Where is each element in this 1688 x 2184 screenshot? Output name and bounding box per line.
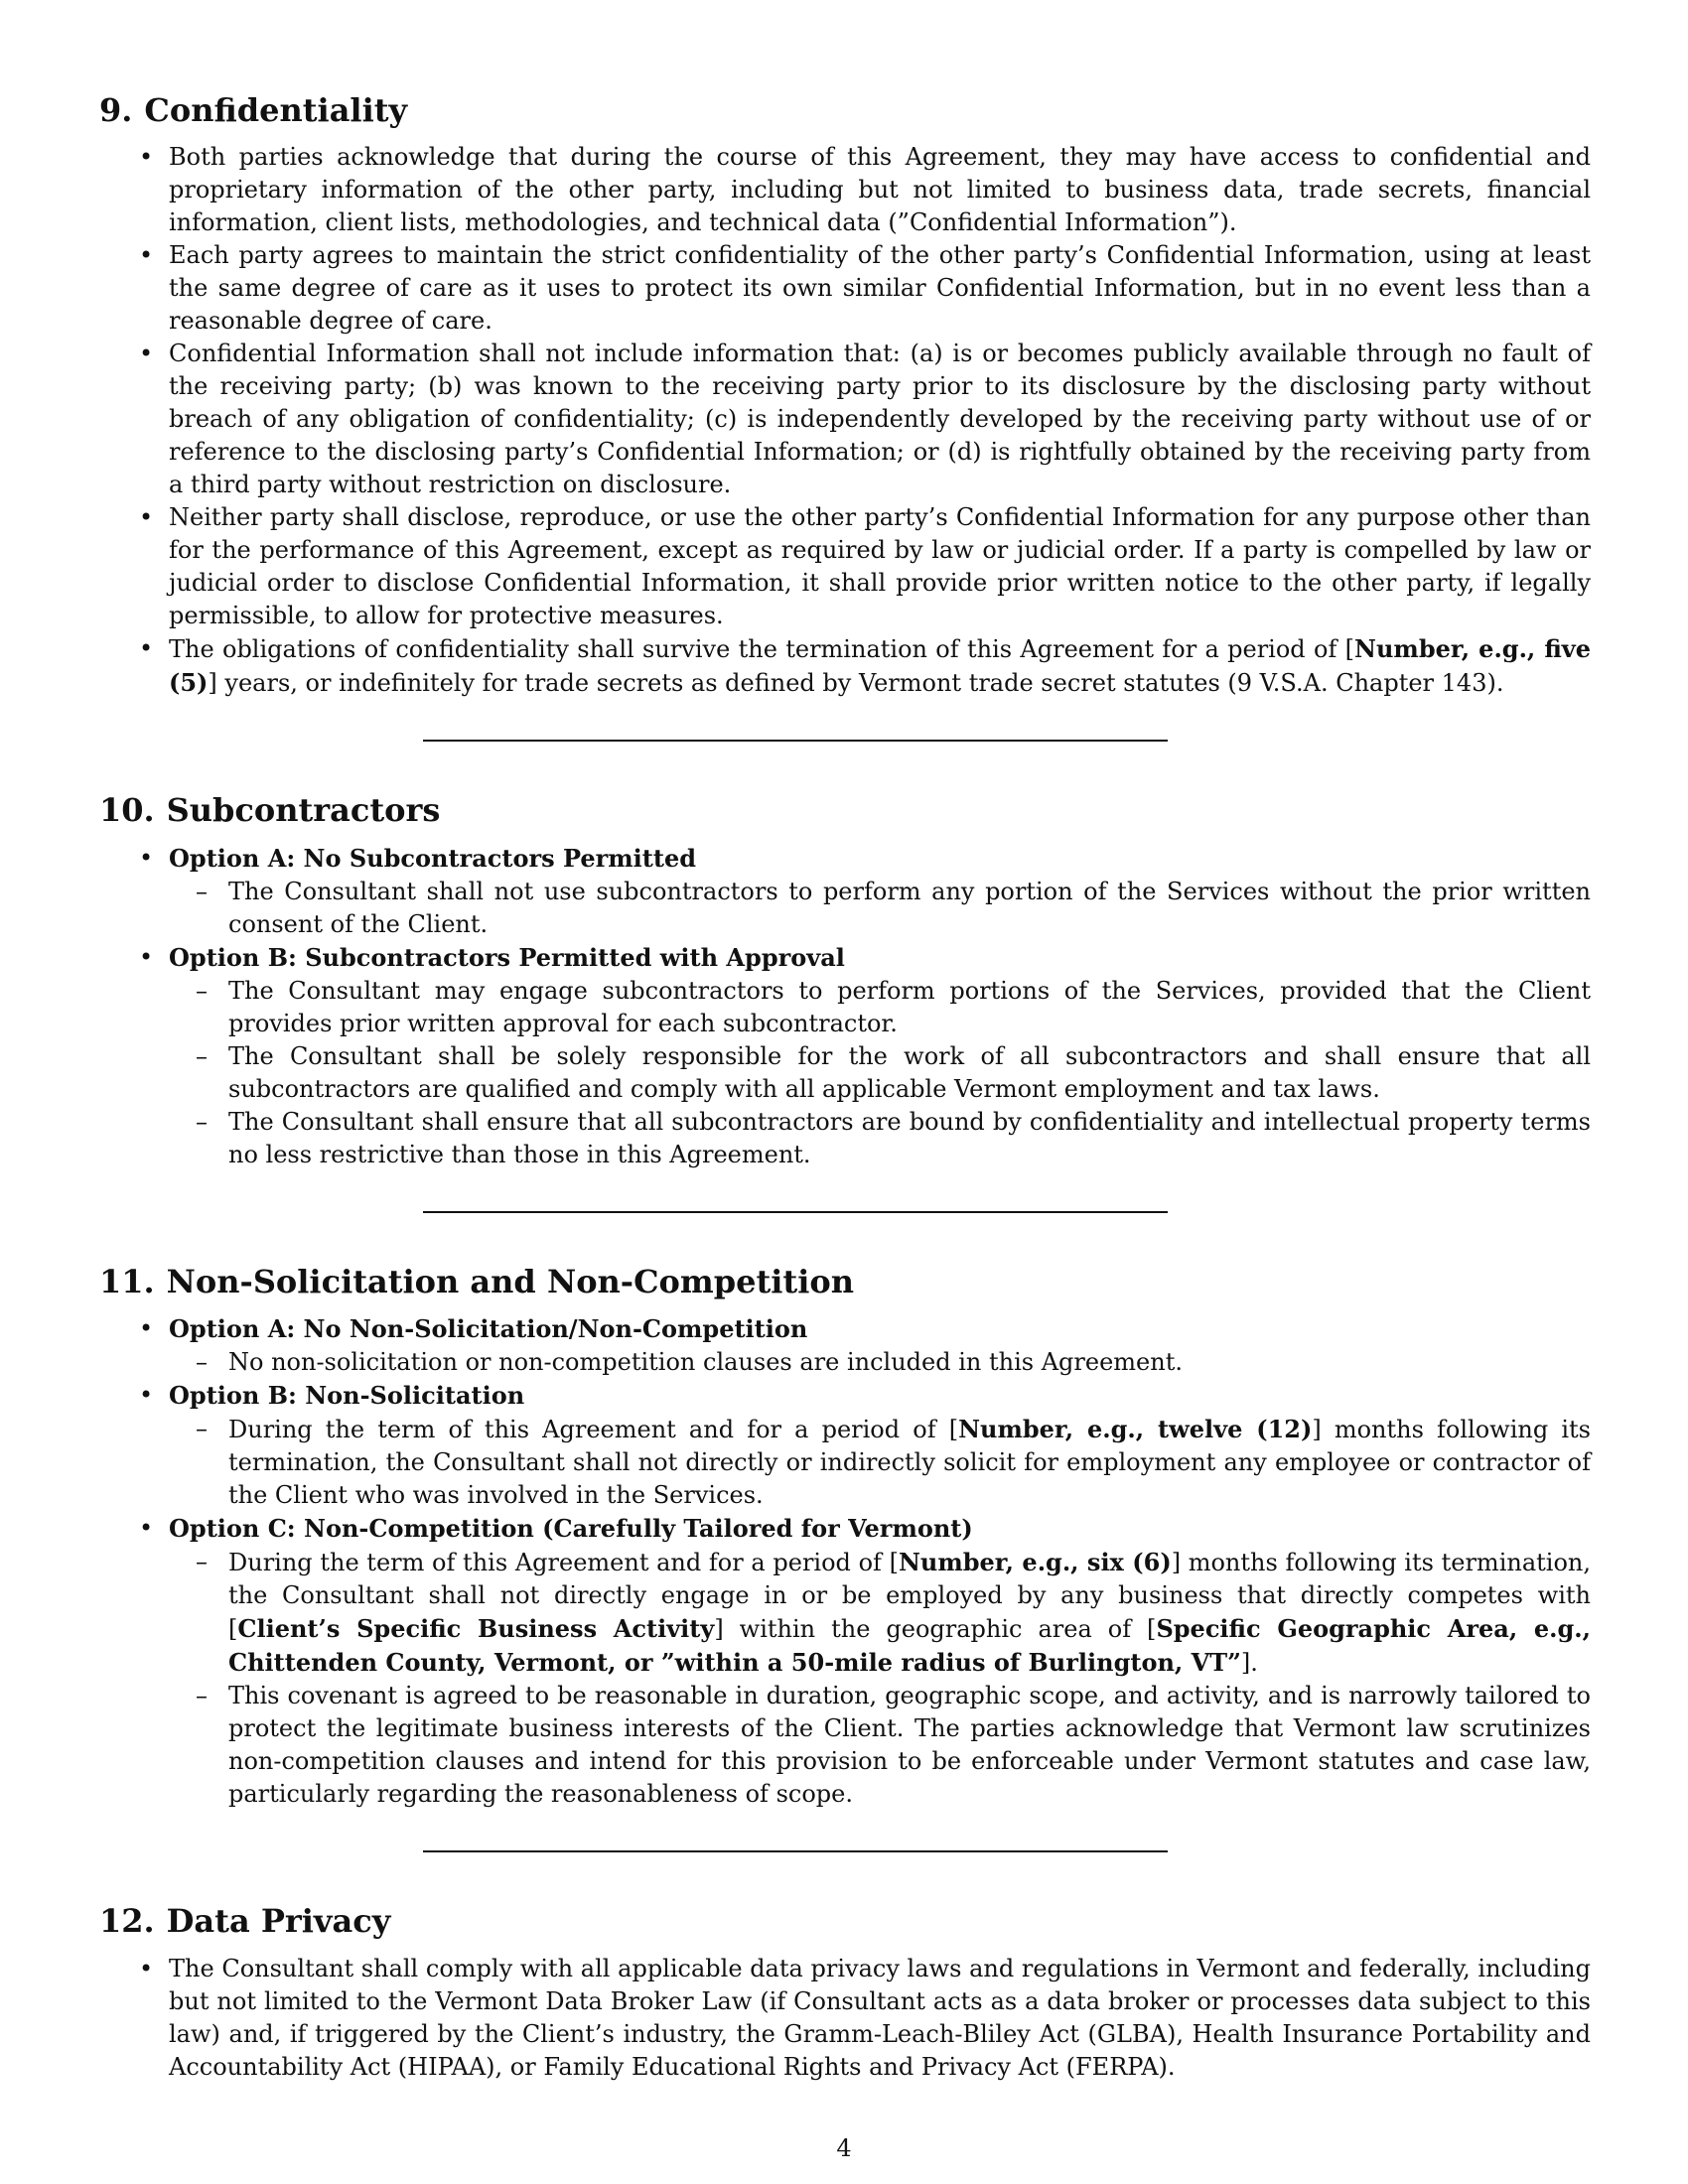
sub-list — [169, 1413, 1591, 1512]
section-number: 10. — [99, 791, 155, 830]
section-non-solicitation — [99, 1263, 1591, 1811]
placeholder-bold: Specific Geographic Area, e.g., Chittenden County, Vermont, or ”within a 50-mile radius of Burlington, VT” — [228, 1614, 1592, 1678]
text-fragment: ] years, or indefinitely for trade secrets as defined by Vermont trade secret statutes (9 V.S.A. Chapter 143). — [208, 669, 1504, 698]
sub-list-item: – The Consultant may engage subcontractors to perform portions of the Services, provided that the Client provides prior written approval for each subcontractor. — [169, 975, 1591, 1040]
section-divider — [423, 1211, 1168, 1213]
option-title: Option B: Non-Solicitation — [169, 1381, 525, 1411]
section-title-text: Subcontractors — [166, 791, 441, 830]
section-title-text: Data Privacy — [166, 1902, 391, 1941]
section-data-privacy — [99, 1902, 1591, 2083]
text-fragment: ] within the geographic area of [ — [714, 1615, 1157, 1644]
sub-list — [169, 1346, 1591, 1379]
text-fragment: ] months following its termination, the Consultant shall not directly or indirectly solicit for employment any employee or contractor of the Client who was involved in the Services. — [228, 1416, 1591, 1510]
placeholder-bold: Number, e.g., five (5) — [169, 634, 1592, 698]
sub-list-item: – The Consultant shall be solely responsible for the work of all subcontractors and shall ensure that all subcontractors are qualified and comply with all applicable Vermont employment and tax laws. — [169, 1040, 1591, 1106]
section-title-text: Confidentiality — [144, 91, 408, 129]
list-item — [99, 1379, 1591, 1512]
sub-list-item — [169, 1413, 1591, 1512]
list-item: • Neither party shall disclose, reproduce, or use the other party’s Confidential Information for any purpose other than for the performance of this Agreement, except as required by law or judicial order. If a party is compelled by law or judicial order to disclose Confidential Information, it shall provide prior written notice to the other party, if legally permissible, to allow for protective measures. — [99, 501, 1591, 632]
section-heading — [99, 1902, 1591, 1940]
list-item: • Both parties acknowledge that during the course of this Agreement, they may have access to confidential and proprietary information of the other party, including but not limited to business data, trade secrets, financial information, client lists, methodologies, and technical data (”Confidential Information”). — [99, 141, 1591, 239]
sub-list-item: – No non-solicitation or non-competition clauses are included in this Agreement. — [169, 1346, 1591, 1379]
sub-list — [169, 876, 1591, 941]
document-page — [99, 91, 1591, 2084]
placeholder-bold: Number, e.g., six (6) — [898, 1548, 1172, 1577]
text-fragment: During the term of this Agreement and for a period of [ — [228, 1549, 899, 1577]
list-item — [99, 1312, 1591, 1379]
text-fragment: ] months following its termination, the Consultant shall not directly engage in or be employed by any business that directly competes with [ — [228, 1549, 1591, 1644]
option-title: Option A: No Subcontractors Permitted — [169, 843, 697, 873]
bullet-list — [99, 1953, 1591, 2084]
section-divider — [423, 1850, 1168, 1852]
sub-list-item: – The Consultant shall ensure that all subcontractors are bound by confidentiality and intellectual property terms no less restrictive than those in this Agreement. — [169, 1106, 1591, 1171]
section-divider — [423, 740, 1168, 742]
sub-list-item — [169, 1546, 1591, 1680]
option-title: Option C: Non-Competition (Carefully Tailored for Vermont) — [169, 1514, 973, 1544]
section-heading — [99, 1263, 1591, 1300]
sub-list-item: – The Consultant shall not use subcontractors to perform any portion of the Services without the prior written consent of the Client. — [169, 876, 1591, 941]
section-number: 9. — [99, 91, 133, 129]
section-confidentiality — [99, 91, 1591, 700]
section-heading — [99, 791, 1591, 829]
list-item: • The Consultant shall comply with all applicable data privacy laws and regulations in Vermont and federally, including but not limited to the Vermont Data Broker Law (if Consultant acts as a data broker or processes data subject to this law) and, if triggered by the Client’s industry, the Gramm-Leach-Bliley Act (GLBA), Health Insurance Portability and Accountability Act (HIPAA), or Family Educational Rights and Privacy Act (FERPA). — [99, 1953, 1591, 2084]
list-item — [99, 842, 1591, 941]
placeholder-bold: Number, e.g., twelve (12) — [958, 1415, 1313, 1444]
text-fragment: During the term of this Agreement and for a period of [ — [228, 1416, 959, 1444]
option-title: Option B: Subcontractors Permitted with Approval — [169, 942, 845, 972]
section-title-text: Non-Solicitation and Non-Competition — [166, 1262, 854, 1300]
section-subcontractors — [99, 791, 1591, 1170]
section-number: 12. — [99, 1902, 155, 1941]
placeholder-bold: Client’s Specific Business Activity — [237, 1614, 715, 1644]
section-heading — [99, 91, 1591, 129]
option-title: Option A: No Non-Solicitation/Non-Competition — [169, 1314, 808, 1344]
list-item — [99, 1512, 1591, 1811]
text-fragment: The obligations of confidentiality shall survive the termination of this Agreement for a period of [ — [169, 635, 1355, 664]
sub-list — [169, 1546, 1591, 1811]
list-item: • Each party agrees to maintain the strict confidentiality of the other party’s Confidential Information, using at least the same degree of care as it uses to protect its own similar Confidential Information, but in no event less than a reasonable degree of care. — [99, 239, 1591, 338]
page-number: 4 — [836, 2134, 852, 2162]
text-fragment: ]. — [1240, 1649, 1258, 1678]
sub-list-item: – This covenant is agreed to be reasonable in duration, geographic scope, and activity, and is narrowly tailored to protect the legitimate business interests of the Client. The parties acknowledge that Vermont law scrutinizes non-competition clauses and intend for this provision to be enforceable under Vermont statutes and case law, particularly regarding the reasonableness of scope. — [169, 1680, 1591, 1811]
list-item — [99, 941, 1591, 1171]
list-item: • Confidential Information shall not include information that: (a) is or becomes publicly available through no fault of the receiving party; (b) was known to the receiving party prior to its disclosure by the disclosing party without breach of any obligation of confidentiality; (c) is independently developed by the receiving party without use of or reference to the disclosing party’s Confidential Information; or (d) is rightfully obtained by the receiving party from a third party without restriction on disclosure. — [99, 338, 1591, 501]
list-item — [99, 632, 1591, 700]
bullet-list — [99, 1312, 1591, 1811]
bullet-list — [99, 842, 1591, 1171]
section-number: 11. — [99, 1262, 155, 1300]
bullet-list — [99, 141, 1591, 700]
sub-list — [169, 975, 1591, 1171]
